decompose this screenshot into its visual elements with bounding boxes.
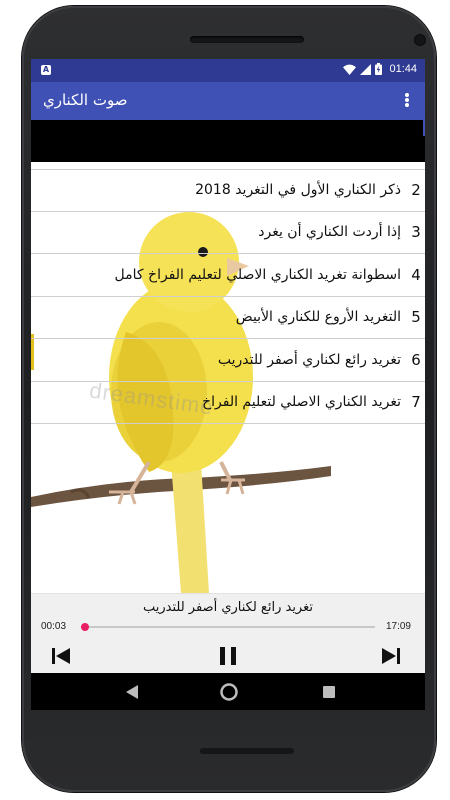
track-title: ذكر الكناري الأول في التغريد 2018 — [195, 182, 401, 199]
track-title: اسطوانة تغريد الكناري الاصلي لتعليم الفراخ كامل — [114, 266, 401, 283]
pause-icon[interactable] — [216, 644, 240, 668]
seek-thumb[interactable] — [81, 623, 89, 631]
status-bar — [31, 59, 425, 82]
status-icons — [343, 63, 417, 75]
seek-bar[interactable] — [81, 626, 375, 628]
home-icon[interactable] — [217, 680, 241, 704]
status-time: 01:44 — [389, 63, 417, 75]
track-number: 7 — [411, 393, 421, 412]
notification-app-icon: A — [42, 65, 50, 74]
elapsed-time: 00:03 — [41, 621, 67, 632]
track-number: 6 — [411, 350, 421, 369]
track-item[interactable] — [31, 254, 425, 297]
banner-accent — [423, 120, 425, 136]
track-item[interactable] — [31, 212, 425, 255]
app-title: صوت الكناري — [43, 91, 128, 109]
track-title: تغريد الكناري الاصلي لتعليم الفراخ — [202, 394, 401, 411]
image-watermark: dreamstime — [87, 377, 216, 420]
track-title: تغريد رائع لكناري أصفر للتدريب — [217, 351, 401, 368]
skip-previous-icon[interactable] — [49, 644, 73, 668]
battery-icon — [375, 63, 382, 75]
track-number: 5 — [411, 308, 421, 327]
audio-player — [31, 593, 425, 673]
signal-icon — [360, 64, 371, 75]
overflow-menu-icon[interactable] — [399, 92, 415, 110]
track-number: 2 — [411, 181, 421, 200]
now-playing-title: تغريد رائع لكناري أصفر للتدريب — [142, 600, 313, 615]
track-number: 4 — [411, 265, 421, 284]
track-title: إذا أردت الكناري أن يغرد — [258, 224, 401, 241]
skip-next-icon[interactable] — [379, 644, 403, 668]
total-duration: 17:09 — [385, 621, 411, 632]
recents-icon[interactable] — [317, 680, 341, 704]
track-item[interactable] — [31, 382, 425, 425]
app-bar — [31, 82, 425, 120]
front-camera — [414, 34, 426, 46]
track-item[interactable] — [31, 169, 425, 212]
earpiece-speaker — [190, 36, 304, 43]
track-item[interactable] — [31, 297, 425, 340]
track-title: التغريد الأروع للكناري الأبيض — [235, 309, 401, 326]
system-nav-bar — [31, 673, 425, 710]
bottom-speaker — [200, 748, 294, 754]
track-list — [31, 169, 425, 424]
back-icon[interactable] — [120, 680, 144, 704]
wifi-icon — [343, 64, 356, 75]
track-item[interactable] — [31, 339, 425, 382]
track-list-area — [31, 162, 425, 593]
track-number: 3 — [411, 223, 421, 242]
screen — [31, 59, 425, 710]
ad-banner[interactable] — [31, 120, 425, 162]
